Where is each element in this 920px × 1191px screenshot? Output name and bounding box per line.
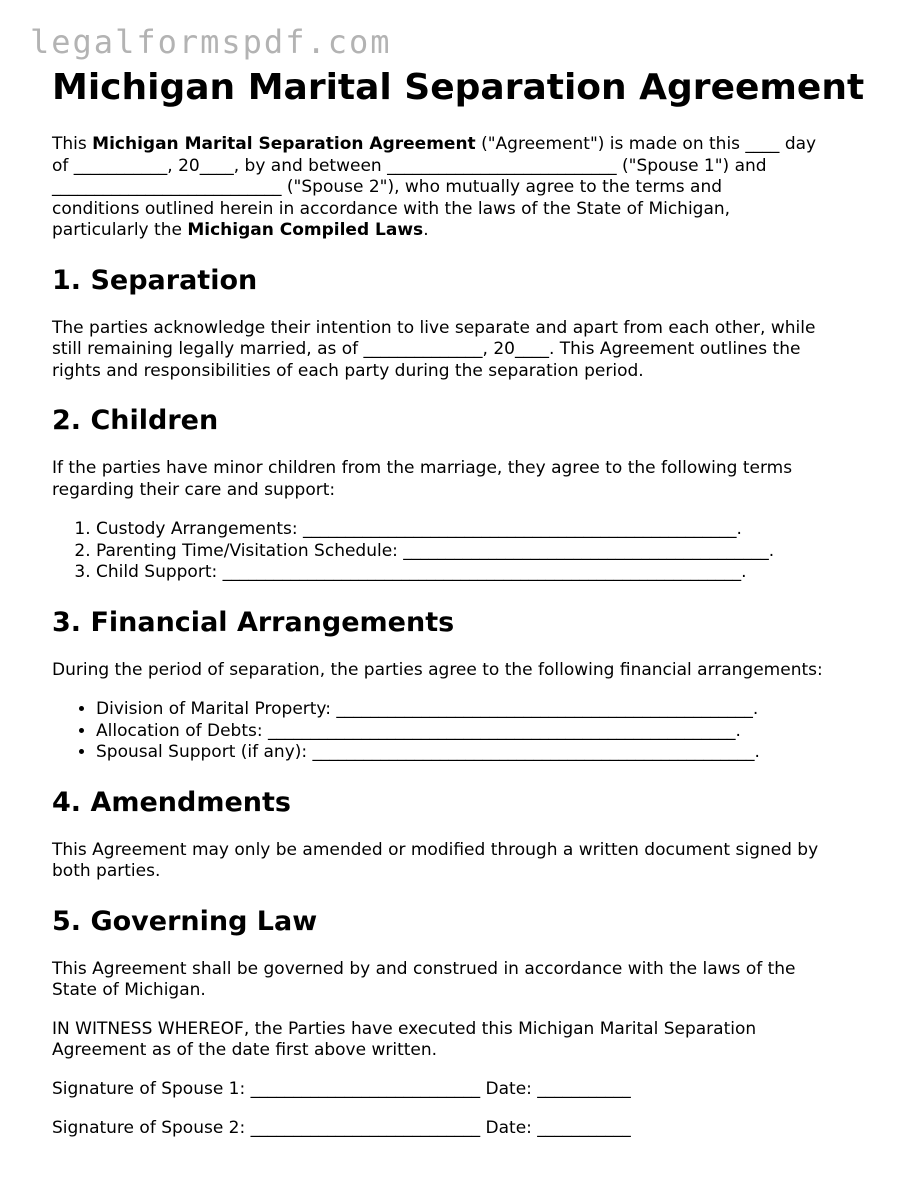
list-item: • Spousal Support (if any): ____________________________________________________. xyxy=(96,742,882,764)
intro-line-2: of ___________, 20____, by and between ___________________________ ("Spouse 1") and xyxy=(52,155,767,176)
financial-terms-list xyxy=(52,699,882,764)
list-item: 3. Child Support: _____________________________________________________________. xyxy=(96,562,882,584)
list-item: • Allocation of Debts: _______________________________________________________. xyxy=(96,721,882,743)
amendments-paragraph: This Agreement may only be amended or modified through a written document signed by both parties. xyxy=(52,839,819,881)
witness-paragraph: IN WITNESS WHEREOF, the Parties have executed this Michigan Marital Separation Agreement as of the date first above written. xyxy=(52,1018,757,1060)
financial-paragraph: During the period of separation, the parties agree to the following financial arrangements: xyxy=(52,659,823,680)
list-item: 1. Custody Arrangements: ___________________________________________________. xyxy=(96,519,882,541)
document-page xyxy=(52,66,882,1140)
signature-line-spouse-2: Signature of Spouse 2: ___________________________ Date: ___________ xyxy=(52,1118,631,1138)
intro-paragraph xyxy=(52,134,882,242)
intro-line-4: conditions outlined herein in accordance with the laws of the State of Michigan, xyxy=(52,198,731,219)
list-item: 2. Parenting Time/Visitation Schedule: ___________________________________________. xyxy=(96,541,882,563)
section-heading-amendments: 4. Amendments xyxy=(52,786,291,818)
children-terms-list xyxy=(52,519,882,584)
document-title: Michigan Marital Separation Agreement xyxy=(52,67,865,108)
section-heading-children: 2. Children xyxy=(52,405,219,436)
section-heading-financial: 3. Financial Arrangements xyxy=(52,606,455,638)
signature-line-spouse-1: Signature of Spouse 1: ___________________________ Date: ___________ xyxy=(52,1078,631,1099)
section-heading-governing-law: 5. Governing Law xyxy=(52,905,318,937)
watermark: legalformspdf.com xyxy=(30,23,392,61)
section-heading-separation: 1. Separation xyxy=(52,264,258,296)
list-item: • Division of Marital Property: _________________________________________________. xyxy=(96,699,882,721)
agreement-name-bold: Michigan Marital Separation Agreement xyxy=(92,134,476,154)
governing-law-paragraph: This Agreement shall be governed by and construed in accordance with the laws of the State of Michigan. xyxy=(52,958,796,1000)
intro-line-5: particularly the Michigan Compiled Laws. xyxy=(52,220,429,240)
separation-paragraph: The parties acknowledge their intention to live separate and apart from each other, while still remaining legally married, as of ______________, 20____. This Agreement outlines the rights and responsibilities of each party during the separation period. xyxy=(52,317,816,381)
compiled-laws-bold: Michigan Compiled Laws xyxy=(187,220,424,240)
intro-line-3: ___________________________ ("Spouse 2"), who mutually agree to the terms and xyxy=(52,177,723,197)
intro-line-1: This Michigan Marital Separation Agreement ("Agreement") is made on this ____ day xyxy=(52,134,817,154)
children-paragraph: If the parties have minor children from the marriage, they agree to the following terms regarding their care and support: xyxy=(52,458,793,500)
